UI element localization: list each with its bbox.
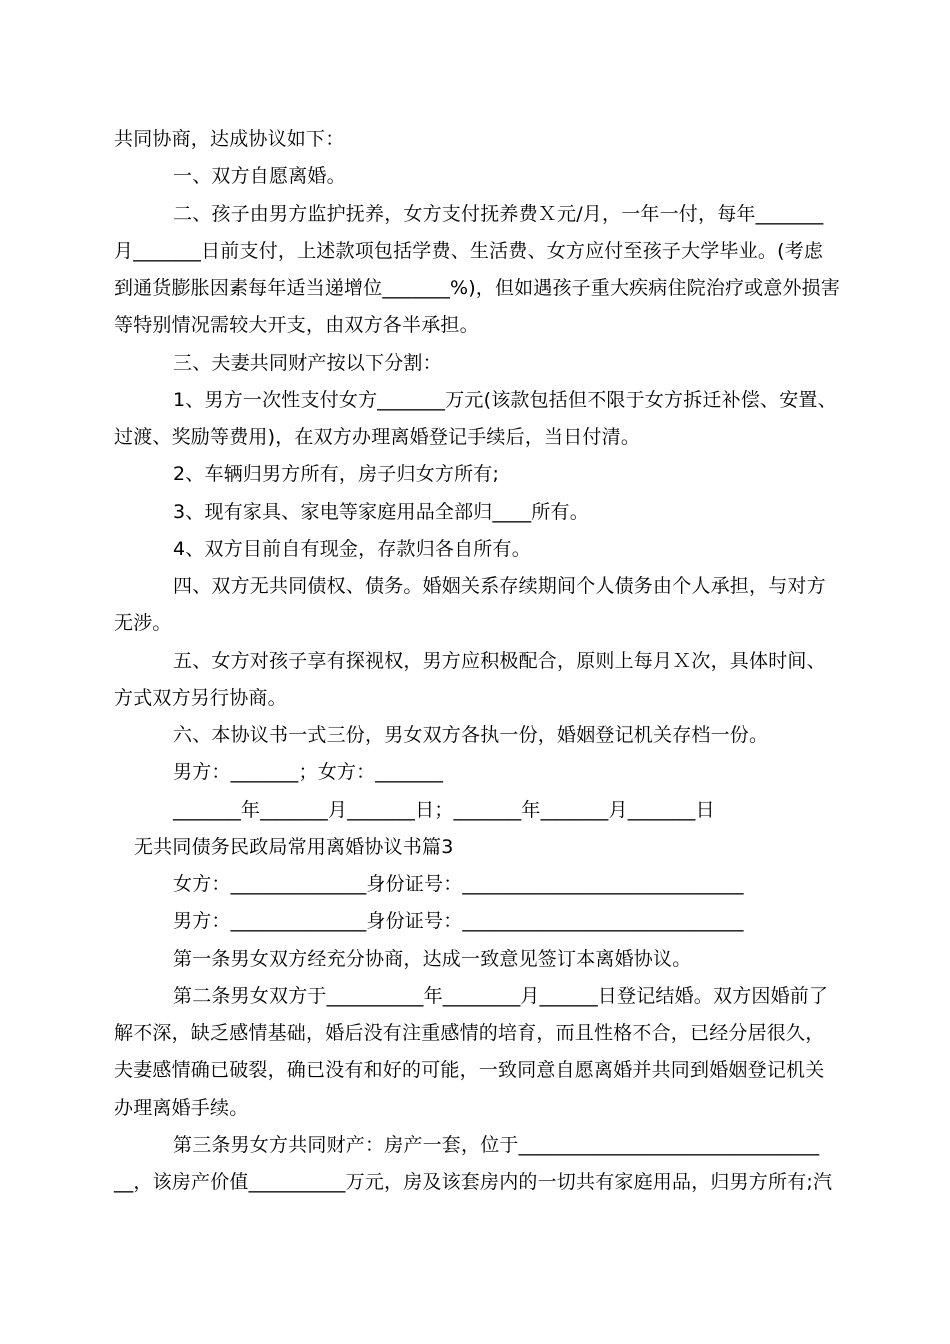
text-line: 第三条男女方共同财产：房产一套，位于_______________________________: [173, 1134, 820, 1156]
text-line: __，该房产价值__________万元，房及该套房内的一切共有家庭用品，归男方所有;汽: [114, 1171, 833, 1193]
text-line: 过渡、奖励等费用)，在双方办理离婚登记手续后，当日付清。: [114, 426, 641, 448]
text-line: 3、现有家具、家电等家庭用品全部归____所有。: [173, 501, 589, 523]
text-line: 解不深，缺乏感情基础，婚后没有注重感情的培育，而且性格不合，已经分居很久，: [114, 1022, 825, 1044]
text-line: 女方：______________身份证号：_____________________________: [173, 873, 744, 895]
text-line: _______年_______月_______日；_______年_______月_______日: [173, 799, 715, 821]
text-line: 男方：_______；女方：_______: [173, 761, 444, 783]
text-line: 第一条男女双方经充分协商，达成一致意见签订本离婚协议。: [173, 948, 692, 970]
text-line: 夫妻感情确已破裂，确已没有和好的可能，一致同意自愿离婚并共同到婚姻登记机关: [114, 1059, 825, 1081]
text-line: 五、女方对孩子享有探视权，男方应积极配合，原则上每月Ｘ次，具体时间、: [173, 650, 826, 672]
text-line: 无涉。: [114, 612, 172, 634]
text-line: 方式双方另行协商。: [114, 687, 287, 709]
section-heading: 无共同债务民政局常用离婚协议书篇3: [134, 836, 454, 858]
text-line: 男方：______________身份证号：_____________________________: [173, 910, 744, 932]
text-line: 4、双方目前自有现金，存款归各自所有。: [173, 538, 531, 560]
text-line: 月_______日前支付，上述款项包括学费、生活费、女方应付至孩子大学毕业。(考虑: [114, 240, 824, 262]
text-line: 共同协商，达成协议如下：: [114, 128, 345, 150]
text-line: 1、男方一次性支付女方_______万元(该款包括但不限于女方拆迁补偿、安置、: [173, 389, 837, 411]
text-line: 第二条男女双方于__________年________月______日登记结婚。双方因婚前了: [173, 985, 829, 1007]
text-line: 等特别情况需较大开支，由双方各半承担。: [114, 314, 479, 336]
text-line: 二、孩子由男方监护抚养，女方支付抚养费Ｘ元/月，一年一付，每年_______: [173, 203, 824, 225]
text-line: 四、双方无共同债权、债务。婚姻关系存续期间个人债务由个人承担，与对方: [173, 575, 826, 597]
text-line: 一、双方自愿离婚。: [173, 165, 346, 187]
text-line: 2、车辆归男方所有，房子归女方所有;: [173, 463, 500, 485]
text-line: 三、夫妻共同财产按以下分割：: [173, 352, 442, 374]
text-line: 办理离婚手续。: [114, 1097, 249, 1119]
text-line: 到通货膨胀因素每年适当递增位_______%)，但如遇孩子重大疾病住院治疗或意外损害: [114, 277, 840, 299]
text-line: 六、本协议书一式三份，男女双方各执一份，婚姻登记机关存档一份。: [173, 724, 769, 746]
